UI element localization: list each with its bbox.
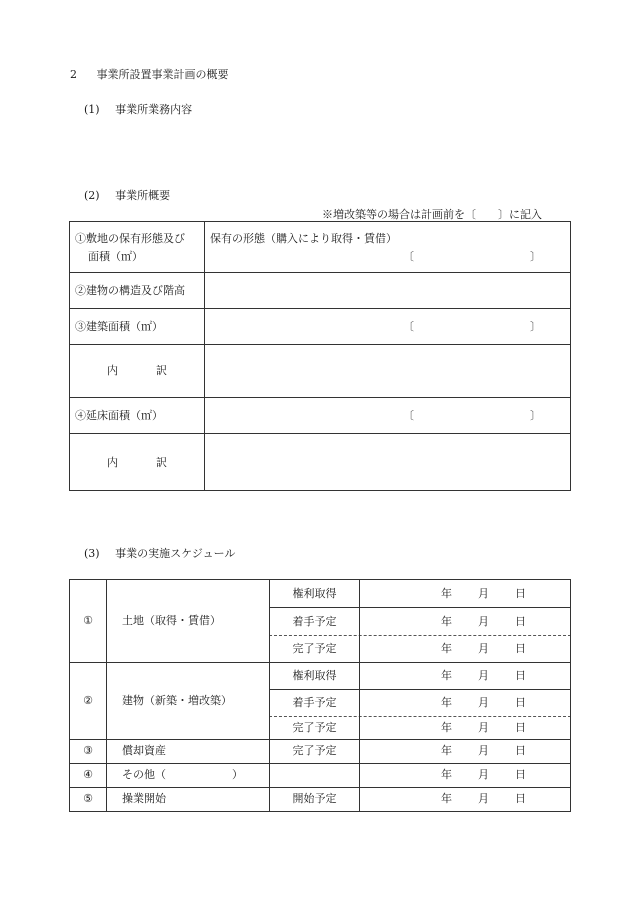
schedule-number: ② bbox=[83, 694, 93, 707]
breakdown-label-b: 訳 bbox=[156, 364, 167, 377]
renovation-note: ※増改築等の場合は計画前を〔 〕に記入 bbox=[322, 208, 542, 221]
date-day-label: 日 bbox=[515, 744, 526, 757]
building-structure-label: ②建物の構造及び階高 bbox=[75, 284, 185, 297]
subsection-2-number: (2) bbox=[84, 189, 100, 202]
date-month-label: 月 bbox=[478, 768, 489, 781]
date-month-label: 月 bbox=[478, 669, 489, 682]
subsection-1-heading bbox=[84, 101, 192, 117]
date-month-label: 月 bbox=[478, 744, 489, 757]
ownership-type-text: 保有の形態（購入により取得・賃借） bbox=[210, 232, 397, 245]
date-day-label: 日 bbox=[515, 615, 526, 628]
date-day-label: 日 bbox=[515, 587, 526, 600]
schedule-item-building: 建物（新築・増改築） bbox=[122, 694, 232, 707]
bracket-open: 〔 bbox=[403, 250, 414, 263]
date-day-label: 日 bbox=[515, 642, 526, 655]
date-day-label: 日 bbox=[515, 721, 526, 734]
schedule-phase: 完了予定 bbox=[292, 721, 337, 734]
bracket-close: 〕 bbox=[530, 409, 541, 422]
schedule-number: ① bbox=[83, 614, 93, 627]
schedule-number: ③ bbox=[83, 744, 93, 757]
date-month-label: 月 bbox=[478, 615, 489, 628]
schedule-phase: 権利取得 bbox=[292, 587, 337, 600]
schedule-number: ④ bbox=[83, 768, 93, 781]
breakdown-label-b: 訳 bbox=[156, 456, 167, 469]
total-floor-area-label: ④延床面積（㎡） bbox=[75, 409, 163, 422]
bracket-open: 〔 bbox=[403, 320, 414, 333]
subsection-2-heading bbox=[84, 187, 170, 203]
bracket-close: 〕 bbox=[530, 320, 541, 333]
date-year-label: 年 bbox=[441, 615, 452, 628]
breakdown-label-a: 内 bbox=[107, 364, 118, 377]
schedule-phase: 権利取得 bbox=[292, 669, 337, 682]
schedule-item-other: その他（ ） bbox=[122, 768, 243, 781]
schedule-phase: 完了予定 bbox=[292, 642, 337, 655]
schedule-item-land: 土地（取得・賃借） bbox=[122, 614, 221, 627]
date-year-label: 年 bbox=[441, 768, 452, 781]
subsection-1-number: (1) bbox=[84, 103, 100, 116]
subsection-3-title: 事業の実施スケジュール bbox=[115, 547, 236, 560]
subsection-2-title: 事業所概要 bbox=[115, 189, 171, 202]
section-number: 2 bbox=[70, 68, 77, 81]
date-year-label: 年 bbox=[441, 587, 452, 600]
breakdown-label-a: 内 bbox=[107, 456, 118, 469]
date-day-label: 日 bbox=[515, 669, 526, 682]
subsection-3-number: (3) bbox=[84, 547, 100, 560]
date-year-label: 年 bbox=[441, 721, 452, 734]
building-area-label: ③建築面積（㎡） bbox=[75, 320, 163, 333]
date-year-label: 年 bbox=[441, 642, 452, 655]
date-month-label: 月 bbox=[478, 696, 489, 709]
schedule-phase: 開始予定 bbox=[292, 792, 337, 805]
date-year-label: 年 bbox=[441, 669, 452, 682]
schedule-item-depreciable-assets: 償却資産 bbox=[122, 744, 166, 757]
site-ownership-label-line2: 面積（㎡） bbox=[88, 250, 143, 263]
date-day-label: 日 bbox=[515, 792, 526, 805]
date-day-label: 日 bbox=[515, 768, 526, 781]
schedule-item-operation-start: 操業開始 bbox=[122, 792, 166, 805]
date-month-label: 月 bbox=[478, 587, 489, 600]
schedule-number: ⑤ bbox=[83, 792, 93, 805]
subsection-3-heading bbox=[84, 545, 235, 561]
date-month-label: 月 bbox=[478, 792, 489, 805]
date-year-label: 年 bbox=[441, 744, 452, 757]
bracket-open: 〔 bbox=[403, 409, 414, 422]
date-year-label: 年 bbox=[441, 696, 452, 709]
date-month-label: 月 bbox=[478, 721, 489, 734]
schedule-phase: 完了予定 bbox=[292, 744, 337, 757]
date-month-label: 月 bbox=[478, 642, 489, 655]
subsection-1-title: 事業所業務内容 bbox=[115, 103, 193, 116]
site-ownership-label-line1: ①敷地の保有形態及び bbox=[75, 232, 185, 245]
date-year-label: 年 bbox=[441, 792, 452, 805]
schedule-phase: 着手予定 bbox=[292, 615, 337, 628]
date-day-label: 日 bbox=[515, 696, 526, 709]
section-title: 事業所設置事業計画の概要 bbox=[96, 68, 229, 81]
bracket-close: 〕 bbox=[530, 250, 541, 263]
schedule-phase: 着手予定 bbox=[292, 696, 337, 709]
section-heading bbox=[70, 66, 229, 82]
